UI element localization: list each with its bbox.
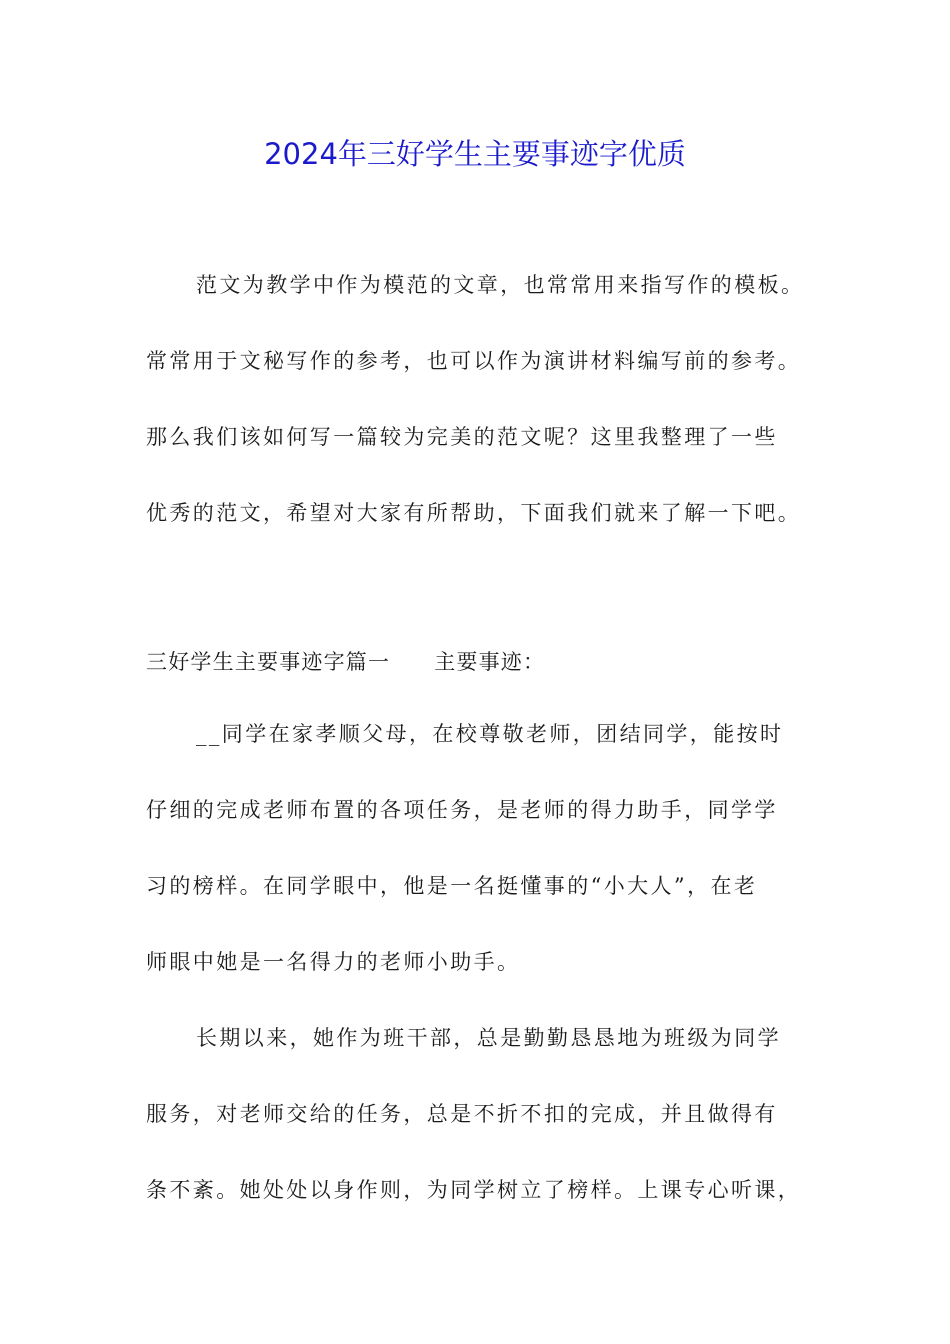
intro-line-4: 优秀的范文，希望对大家有所帮助，下面我们就来了解一下吧。 [146, 501, 802, 525]
document-title: 2024年三好学生主要事迹字优质 [264, 137, 686, 171]
paragraph2-line-3: 条不紊。她处处以身作则，为同学树立了榜样。上课专心听课， [146, 1178, 802, 1202]
paragraph2-line-1: 长期以来，她作为班干部，总是勤勤恳恳地为班级为同学 [196, 1026, 781, 1050]
paragraph1-line-3: 习的榜样。在同学眼中，他是一名挺懂事的“小大人”，在老 [146, 874, 758, 898]
intro-line-3: 那么我们该如何写一篇较为完美的范文呢？这里我整理了一些 [146, 425, 778, 449]
paragraph1-line-2: 仔细的完成老师布置的各项任务，是老师的得力助手，同学学 [146, 798, 778, 822]
intro-line-2: 常常用于文秘写作的参考，也可以作为演讲材料编写前的参考。 [146, 349, 802, 373]
paragraph1-line-1: __同学在家孝顺父母，在校尊敬老师，团结同学，能按时 [196, 722, 784, 746]
section-heading-row [146, 642, 545, 682]
section-subheading: 主要事迹： [434, 650, 546, 674]
paragraph2-line-2: 服务，对老师交给的任务，总是不折不扣的完成，并且做得有 [146, 1102, 778, 1126]
intro-line-1: 范文为教学中作为模范的文章，也常常用来指写作的模板。 [196, 273, 805, 297]
paragraph1-line-4: 师眼中她是一名得力的老师小助手。 [146, 950, 521, 974]
section-heading: 三好学生主要事迹字篇一 [146, 650, 391, 674]
